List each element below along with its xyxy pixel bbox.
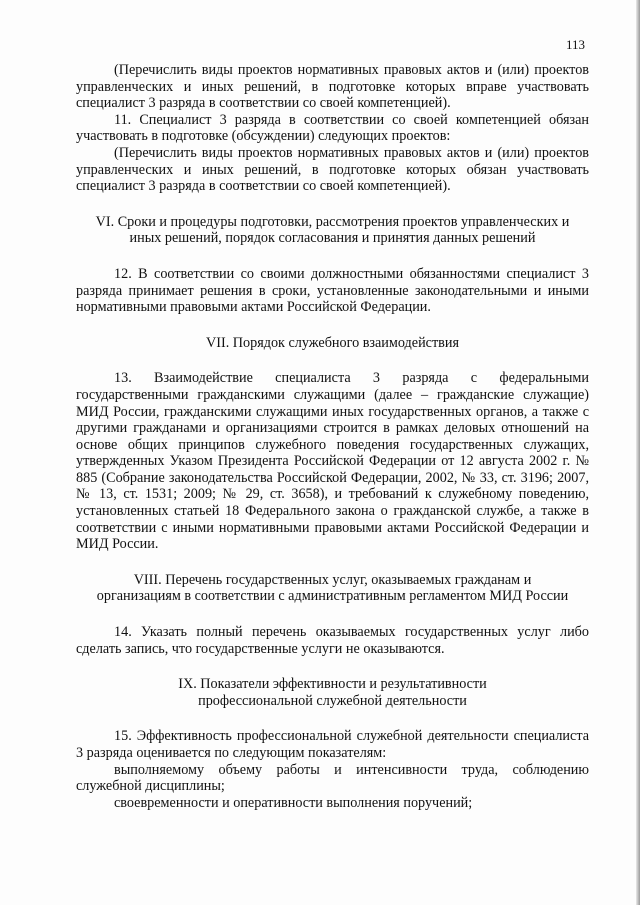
section-heading-viii xyxy=(76,572,589,605)
heading-line: организациям в соответствии с административным регламентом МИД России xyxy=(96,588,569,605)
paragraph-15-item: своевременности и оперативности выполнения поручений; xyxy=(114,794,473,811)
document-body xyxy=(76,62,589,811)
paragraph-15-item: выполняемому объему работы и интенсивности труда, соблюдению служебной дисциплины; xyxy=(76,761,589,795)
heading-line: IX. Показатели эффективности и результативности xyxy=(178,676,487,693)
paragraph-11-note: (Перечислить виды проектов нормативных правовых актов и (или) проектов управленческих и иных решений, в подготовке которых обязан участвовать специалист 3 разряда в соответствии со своей компетенцией). xyxy=(76,144,589,195)
paragraph-13: 13. Взаимодействие специалиста 3 разряда с федеральными государственными гражданскими служащими (далее – гражданские служащие) МИД России, гражданскими служащими иных государственных органов, а также с другими гражданами и организациями строится в рамках деловых отношений на основе общих принципов служебного поведения государственных служащих, утвержденных Указом Президента Российской Федерации от 12 августа 2002 г. № 885 (Собрание законодательства Российской Федерации, 2002, № 33, ст. 3196; 2007, № 13, ст. 1531; 2009; № 29, ст. 3658), и требований к служебному поведению, установленных статьей 18 Федерального закона о гражданской службе, а также в соответствии с иными нормативными правовыми актами Российской Федерации и МИД России. xyxy=(76,370,589,553)
paragraph-12: 12. В соответствии со своими должностными обязанностями специалист 3 разряда принимает решения в сроки, установленные законодательными и иными нормативными правовыми актами Российской Федерации. xyxy=(76,265,589,316)
section-heading-vii xyxy=(76,335,589,352)
paragraph-11: 11. Специалист 3 разряда в соответствии со своей компетенцией обязан участвовать в подготовке (обсуждении) следующих проектов: xyxy=(76,111,589,145)
paragraph-10-note: (Перечислить виды проектов нормативных правовых актов и (или) проектов управленческих и иных решений, в подготовке которых вправе участвовать специалист 3 разряда в соответствии со своей компетенцией). xyxy=(76,62,589,112)
page-number: 113 xyxy=(566,37,586,52)
section-heading-ix xyxy=(76,676,589,709)
paragraph-14: 14. Указать полный перечень оказываемых государственных услуг либо сделать запись, что государственные услуги не оказываются. xyxy=(76,624,589,657)
heading-line: VI. Сроки и процедуры подготовки, рассмотрения проектов управленческих и xyxy=(95,213,570,230)
heading-line: VIII. Перечень государственных услуг, оказываемых гражданам и xyxy=(133,571,532,588)
section-heading-vi xyxy=(76,214,589,247)
paragraph-15: 15. Эффективность профессиональной служебной деятельности специалиста 3 разряда оценивается по следующим показателям: xyxy=(76,728,589,761)
heading-line: иных решений, порядок согласования и принятия данных решений xyxy=(129,230,536,247)
heading-line: VII. Порядок служебного взаимодействия xyxy=(206,334,459,351)
heading-line: профессиональной служебной деятельности xyxy=(198,692,467,709)
